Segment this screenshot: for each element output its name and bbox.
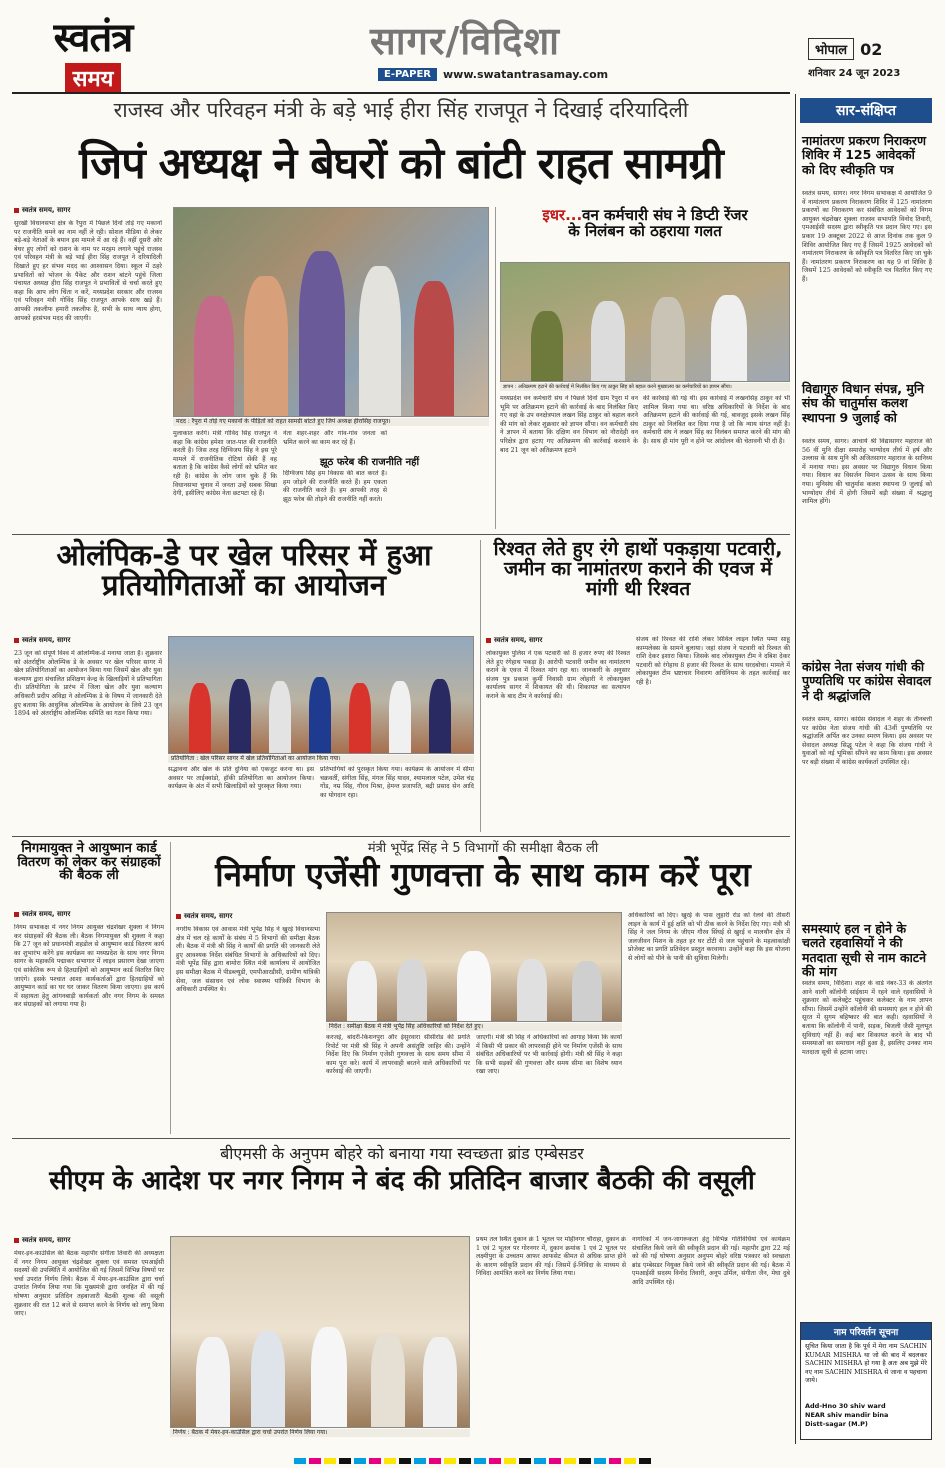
ambassador-headline: सीएम के आदेश पर नगर निगम ने बंद की प्रतिदिन बाजार बैठकी की वसूली [49,1166,755,1196]
city-label: भोपाल [808,38,854,60]
page-info [808,38,928,79]
sidebar-title: सार-संक्षिप्त [800,98,932,123]
sidebar-item-headline-2: कांग्रेस नेता संजय गांधी की पुण्यतिथि पर कांग्रेस सेवादल ने दी श्रद्धांजलि [802,659,932,703]
olympic-byline: स्वतंत्र समय, सागर [14,636,70,645]
bullet-icon [14,208,19,213]
construction-body-2: करजई, बांदरी-किशनपुरा और ईसुरवारा सीसीरोड की प्रगति रिपोर्ट पर मंत्री श्री सिंह ने अपनी असंतुष्टि जाहिर की। उन्होंने निर्देश दिए कि निर्माण एजेंसी गुणवत्ता के साथ समय सीमा में काम पूरा करे। कार्य में लापरवाही बरतने वाले अधिकारियों पर कार्रवाई की जाएगी। [326,1034,470,1076]
section-rule [12,836,790,837]
notice-address-1: Add-Hno 30 shiv ward [805,1402,886,1410]
ambassador-body-2: प्रथम तल स्थित दुकान क्रं 1 भूतल पर मोहीनगर चौराहा, दुकान क्रं 1 एवं 2 भूतल पर गोरनगर में, दुकान क्रमांक 1 एवं 2 भूतल पर लक्ष्मीपुरा के उच्चतम आफर आफसेट कीमत से अधिक प्राप्त होने के कारण स्वीकृति प्रदान की गई। जिसमें ई-निविदा के माध्यम से निविदा आमंत्रित करने का निर्णय लिया गया। [476,1236,626,1278]
construction-caption: निर्देश : समीक्षा बैठक में मंत्री भूपेंद्र सिंह अधिकारियों को निर्देश देते हुए। [326,1023,622,1031]
construction-byline: स्वतंत्र समय, सागर [176,912,232,921]
forest-body-1: मध्यप्रदेश वन कर्मचारी संघ ने पिछले दिनों ग्राम रैपुरा में वन भूमि पर अतिक्रमण हटाने की कार्रवाई के बाद निलंबित किए गए वहां के उप वनक्षेत्रपाल लखन सिंह ठाकुर को बहाल करने की मांग को लेकर शुक्रवार को ज्ञापन सौंपा। वन कर्मचारी संघ ने ज्ञापन में बताया कि दक्षिण वन विभाग को नौरादेही वन परिक्षेत्र द्वारा हटाए गए अतिक्रमण की कार्रवाई करवाने के बाद 21 जून को अतिक्रमण हटाने [500,395,638,454]
col-divider [480,540,481,832]
bribe-body-1: लोकायुक्त पुलिस ने एक पटवारी को 8 हजार रुपए की रिश्वत लेते हुए रंगेहाथ पकड़ा है। आरोपी पटवारी जमीन का नामांतरण कराने के एवज में रिश्वत मांग रहा था। जानकारी के अनुसार संजय पुत्र प्रकाश कुर्मी निवासी ग्राम लोहारी ने लोकायुक्त कार्यालय सागर में शिकायत की थी। शिकायत का सत्यापन कराने के बाद टीम ने कार्रवाई की। [486,650,630,700]
sidebar-item-headline-1: विद्यागुरु विधान संपन्न, मुनि संघ की चातुर्मास कलश स्थापना 9 जुलाई को [802,381,924,425]
lead-body-2: मुलाकात करेंगे। मंत्री गोविंद सिंह राजपूत ने कहा कि कांग्रेस हमेशा जात-पात की राजनीति करती है। जिस तरह दिग्विजय सिंह ने इस पूरे मामले में राजनीतिक रोटियां सेंकी हैं वह बताता है कि कांग्रेस कैसे लोगों को भ्रमित कर रही है। कांग्रेस के लोग जान चुके हैं कि विधानसभा चुनाव में जनता उन्हें सबक सिखा देगी, इसीलिए कांग्रेस नेता छटपटा रहे हैं। [173,430,277,498]
lead-headline: जिपं अध्यक्ष ने बेघरों को बांटी राहत सामग्री [79,139,723,189]
ambassador-byline: स्वतंत्र समय, सागर [14,1236,70,1245]
lead-body-3: नेता शहर-शहर और गांव-गांव जनता को भ्रमित करने का काम कर रहे हैं। [283,430,387,446]
ambassador-body-1: मेयर-इन-काउंसिल की बैठक महापौर संगीता तिवारी की अध्यक्षता में नगर निगम आयुक्त चंद्रशेखर शुक्ला एवं समस्त एमआईसी सदस्यों की उपस्थिति में आयोजित की गई जिसमें विभिन्न विषयों पर चर्चा उपरांत निर्णय लिये। बैठक में मेयर-इन-काउंसिल द्वारा चर्चा उपरांत निर्णय लिया गया कि मुख्यमंत्री द्वारा जनहित में की गई घोषणा अनुसार प्रतिदिन तहबाजारी बैठकी शुल्क की वसूली शुक्रवार की रात 12 बजे से समाप्त करने के निर्णय को लागू किया जाए। [14,1250,164,1318]
forest-photo [500,262,790,382]
olympic-photo [168,636,474,754]
forest-kicker: इधर... [542,206,583,224]
olympic-body-3: प्रतिभागियों को पुरस्कृत किया गया। कार्यक्रम के आयोजन में सीमा चक्रवर्ती, संगीता सिंह, मंगल सिंह यादव, श्यामलाल पटेल, उमेश चंद्र गोंड, नम्र सिंह, गौरव मिश्रा, हेमन्त प्रजापति, बद्री प्रसाद सेन आदि का योगदान रहा। [320,766,474,799]
lead-kicker: राजस्व और परिवहन मंत्री के बड़े भाई हीरा सिंह राजपूत ने दिखाई दरियादिली [113,98,689,122]
ambassador-photo [170,1236,470,1428]
sidebar-item-body-3: स्वतंत्र समय, विदिशा। शहर के वार्ड नंबर-33 के अंतर्गत आने वाली कॉलोनी सांईधाम में रहने वाले रहवासियों ने शुक्रवार को कलेक्ट्रेट पहुंचकर कलेक्टर के नाम ज्ञापन सौंपा। जिसमें उन्होंने कॉलोनी की समस्याएं हल न होने की सूरत में सुगम बहिष्कार की बात कही। रहवासियों ने बताया कि कॉलोनी में पानी, सड़क, बिजली जैसी मूलभूत सुविधाएं नहीं हैं। कई बार शिकायत करने के बाद भी समस्याओं का समाधान नहीं हुआ है, इसलिए उनका नाम मतदाता सूची से हटाया जाए। [802,980,932,1056]
construction-headline: निर्माण एजेंसी गुणवत्ता के साथ काम करें पूरा [215,855,751,894]
notice-body: सूचित किया जाता है कि पूर्व में मेरा नाम SACHIN KUMAR MISHRA था जो की बाद में बदलकर SACHIN MISHRA हो गया है अतः अब मुझे मेरे नए नाम SACHIN MISHRA से जाना व पहचाना जाये। [805,1343,927,1385]
website-link[interactable]: www.swatantrasamay.com [443,68,609,81]
olympic-body-2: सद्भावना और खेल के प्रति दुनिया को एकजुट करना था। इस अवसर पर ताईक्वांडो, हॉकी प्रतियोगिता का आयोजन किया। कार्यक्रम के अंत में सभी खिलाड़ियों को पुरस्कृत किया गया। [168,766,314,791]
col-divider [170,842,171,1134]
edition-title: सागर/विदिशा [370,19,561,63]
lead-subhead: झूठ फरेब की राजनीति नहीं [320,457,420,468]
page-number: 02 [860,39,883,59]
bribe-byline: स्वतंत्र समय, सागर [486,636,542,645]
bullet-icon [486,638,491,643]
bullet-icon [14,912,19,917]
construction-kicker: मंत्री भूपेंद्र सिंह ने 5 विभागों की समीक्षा बैठक ली [367,841,599,856]
construction-photo [326,912,622,1022]
epaper-bar [378,68,608,81]
olympic-caption: प्रतियोगिता : खेल परिसर सागर में खेल प्रतियोगिताओं का आयोजन किया गया। [168,755,474,763]
ayushman-headline: निगमायुक्त ने आयुष्मान कार्ड वितरण को लेकर कर संग्राहकों की बैठक ली [17,841,161,884]
ayushman-byline: स्वतंत्र समय, सागर [14,910,70,919]
logo-top: स्वतंत्र [53,15,133,61]
printer-color-bar [0,1458,945,1464]
lead-byline: स्वतंत्र समय, सागर [14,206,70,215]
notice-address-2: NEAR shiv mandir bina [805,1411,889,1419]
notice-address-3: Distt-sagar (M.P) [805,1420,868,1428]
bribe-headline: रिश्वत लेते हुए रंगे हाथों पकड़ाया पटवारी, जमीन का नामांतरण कराने की एवज में मांगी थी रिश्वत [493,538,783,600]
lead-caption: मदद : रैपुरा में तोड़े गए मकानों के पीड़ितों को राहत सामग्री बांटते हुए जिपं अध्यक्ष हीरासिंह राजपूत। [173,418,489,426]
section-rule [12,1138,790,1139]
olympic-headline: ओलंपिक-डे पर खेल परिसर में हुआ प्रतियोगिताओं का आयोजन [56,538,432,603]
forest-body-2: की कार्रवाई की गई थी। इस कार्रवाई में लखनसिंह ठाकुर को भी शामिल किया गया था। वरिष्ठ अधिकारियों के निर्देश के बाद अतिक्रमण हटाने की कार्रवाई की गई, बावजूद इसके लखन सिंह ठाकुर को निलंबित कर दिया गया है जो कि न्याय संगत नहीं है। कर्मचारी संघ ने लखन सिंह का निलंबन समाप्त करने की मांग की है। साथ ही मांग पूरी न होने पर आंदोलन की चेतावनी भी दी है। [643,395,790,445]
construction-body-1: नगरीय विकास एवं आवास मंत्री भूपेंद्र सिंह ने खुरई विधानसभा क्षेत्र में चल रहे कार्यों के संबंध में 5 विभागों की समीक्षा बैठक ली। बैठक में मंत्री श्री सिंह ने कार्यों की प्रगति की जानकारी लेते हुए आवश्यक निर्देश संबंधित विभागों के अधिकारियों को दिए। मंत्री भूपेंद्र सिंह द्वारा बामोरा स्थित मंत्री कार्यालय में आयोजित इस समीक्षा बैठक में पीडब्ल्यूडी, एमपीआरडीसी, ग्रामीण यांत्रिकी सेवा, जल संसाधन एवं लोक स्वास्थ्य यांत्रिकी विभाग के अधिकारी उपस्थित थे। [176,926,320,994]
col-divider [495,207,496,529]
forest-caption: ज्ञापन : अतिक्रमण हटाने की कार्रवाई में निलंबित किए गए ठाकुर सिंह को बहाल करने मुख्यालय का कर्मचारियों का ज्ञापन सौंपा। [500,383,790,391]
masthead [0,0,945,92]
ambassador-body-3: नागरिकों में जन-जागरूकता हेतु विभिन्न गतिविधियां एवं कार्यक्रम संचालित किये जाने की स्वीकृति प्रदान की गई। महापौर द्वारा 22 मई को की गई घोषणा अनुसार अनुपम बोहरे वरिष्ठ पत्रकार को स्वच्छता ब्रांड एम्बेसडर नियुक्त किये जाने की स्वीकृति प्रदान की गई। बैठक में एमआईसी सदस्य विनोद तिवारी, अनूप उर्मिल, संगीता जैन, मेघा दुबे आदि उपस्थित रहे। [632,1236,790,1286]
ambassador-kicker: बीएमसी के अनुपम बोहरे को बनाया गया स्वच्छता ब्रांड एम्बेसडर [220,1144,584,1163]
lead-photo [173,207,489,417]
sidebar-item-body-0: स्वतंत्र समय, सागर। नगर निगम सभाकक्ष में आयोजित 9 वें नामांतरण प्रकरण निराकरण शिविर में 125 नामांतरण प्रकरणों का निराकरण कर संबंधित आवेदकों को निगम आयुक्त चंद्रशेखर शुक्ला राजस्व सभापति विनोद तिवारी, एमआईसी सदस्य द्वारा स्वीकृति पत्र प्रदान किए गए। इस प्रकार 19 अक्टूबर 2022 से आज दिनांक तक कुल 9 शिविर आयोजित किए गए हैं जिसमें 1925 आवेदकों को नामांतरण निराकरण के स्वीकृति पत्र वितरित किए जा चुके हैं। नामांतरण प्रकरण निराकरण का यह 9 वां शिविर है जिसमें 125 आवेदकों को स्वीकृति पत्र वितरित किए गए हैं। [802,190,932,283]
sidebar-item-body-1: स्वतंत्र समय, सागर। आचार्य श्री विद्यासागर महाराज की 56 वीं मुनि दीक्षा समारोह भाग्योदय तीर्थ में हर्ष और उल्लास के साथ मुनि श्री अजितसागर महाराज के सानिध्य में मनाया गया। इस अवसर पर विद्यागुरु विधान किया गया। विधान का विसर्जन विमान उत्सव के साथ किया गया। मुनिसंघ की चातुर्मास कलश स्थापना 9 जुलाई को भाग्योदय तीर्थ में होगी जिसमें बड़ी संख्या में श्रद्धालु शामिल होंगे। [802,438,932,506]
ambassador-caption: निर्णय : बैठक में मेयर-इन-काउंसिल द्वारा चर्चा उपरांत निर्णय लिया गया। [170,1429,470,1437]
sidebar-item-headline-3: समस्याएं हल न होने के चलते रहवासियों ने की मतदाता सूची से नाम काटने की मांग [802,921,927,980]
sidebar-item-body-2: स्वतंत्र समय, सागर। कांग्रेस सेवादल ने शहर के तीनबत्ती पर कांग्रेस नेता संजय गांधी की 43वीं पुण्यतिथि पर श्रद्धांजलि अर्पित कर उनका स्मरण किया। इस अवसर पर सेवादल अध्यक्ष सिद्धू पटेल ने कहा कि संजय गांधी ने युवाओं को नई भूमिका सौंपने का काम किया। इस अवसर पर बड़ी संख्या में कांग्रेस कार्यकर्ता उपस्थित रहे। [802,716,932,766]
bullet-icon [176,914,181,919]
construction-body-4: अधिकारियों को दिए। खुरई के पास लुहारी रोड को रेलवे की तीसरी लाइन के कार्य में हुई क्षति को भी ठीक करने के निर्देश दिए गए। मंत्री श्री सिंह ने जल निगम के जीएम गौरव सिंघई से खुरई व मालथौन क्षेत्र में जलजीवन मिशन के तहत हर घर टोंटी से जल पहुंचाने के महत्वाकांक्षी प्रोजेक्ट का प्रगति प्रतिवेदन प्रस्तुत करवाया। उन्होंने कहा कि इस योजना से लोगों को पीने के पानी की सुविधा मिलेगी। [628,912,790,962]
logo-bottom: समय [65,63,122,93]
bribe-body-2: संजय को रिश्वत की राशि लेकर सिविल लाइन स्थित पम्मा साहू काम्पलेक्स के सामने बुलाया। जहां संजय ने पटवारी को रिश्वत की राशि देकर इशारा किया। जिसके बाद लोकायुक्त टीम ने दबिश देकर पटवारी को रंगेहाथ 8 हजार की रिश्वत के साथ धरदबोचा। मामले में लोकायुक्त टीम भ्रष्टाचार निवारण अधिनियम के तहत कार्रवाई कर रही है। [636,636,790,686]
notice-title: नाम परिवर्तन सूचना [801,1323,931,1340]
lead-body-1: सुरखी विधानसभा क्षेत्र के रैपुरा में पिछले दिनों तोड़े गए मकानों पर राजनीति थमने का नाम नहीं ले रही। सोशल मीडिया से लेकर बड़े-बड़े नेताओं के बयान इस मामले में आ रहे हैं। वहीं दूसरी ओर बेघर हुए लोगों को राशन के नाम पर मरहम लगाने पहुंचे राजस्व एवं परिवहन मंत्री के बड़े भाई हीरा सिंह राजपूत ने दरियादिली दिखाते हुए हर संभव मदद का आश्वासन दिया। स्कूल में ठहरे प्रभावितों को भोजन के पैकेट और राशन बांटने पहुंचे जिला पंचायत अध्यक्ष हीरा सिंह राजपूत ने प्रभावितों से चर्चा करते हुए कहा कि आप लोग चिंता न करें, मध्यप्रदेश सरकार और राजस्व एवं परिवहन मंत्री गोविंद सिंह राजपूत आपके साथ खड़े हैं। आपकी तकलीफ हमारी तकलीफ है, सभी के साथ न्याय होगा, आपको हरसंभव मदद की जाएगी। [14,220,162,322]
masthead-rule [12,92,790,94]
forest-headline: इधर...वन कर्मचारी संघ ने डिप्टी रेंजर के निलंबन को ठहराया गलत [542,206,748,240]
lead-body-4: दिग्विजय सिंह हम विकास की बात करते हैं। हम जोड़ने की राजनीति करते हैं। हम एकता की राजनीति करते हैं। हम आपकी तरह से झूठ फरेब की तोड़ने की राजनीति नहीं करते। [283,470,387,503]
construction-body-3: जाएगी। मंत्री श्री सिंह ने अधिकारियों को आगाह किया कि कार्यों में किसी भी प्रकार की लापरवाही होने पर निर्माण एजेंसी के साथ संबंधित अधिकारियों पर भी कार्रवाई होगी। मंत्री श्री सिंह ने कहा कि सभी सड़कों की गुणवत्ता और समय सीमा का विशेष ध्यान रखा जाए। [476,1034,622,1076]
issue-date: शनिवार 24 जून 2023 [808,68,901,79]
logo [28,8,158,93]
olympic-body-1: 23 जून को संपूर्ण विश्व में ओलम्पिक-डे मनाया जाता है। शुक्रवार को अंतर्राष्ट्रीय ओलम्पिक डे के अवसर पर खेल परिसर सागर में खेल प्रतियोगिताओं का आयोजन किया गया जिसमें खेल और युवा कल्याण द्वारा संचालित प्रशिक्षण केन्द्र के खिलाड़ियों ने प्रतिभागिता दी। प्रतियोगिता के प्रारंभ में जिला खेल और युवा कल्याण अधिकारी प्रदीप अविद्रा ने ओलम्पिक डे के विषय में जानकारी देते हुए बताया कि आधुनिक ओलम्पिक के आयोजन के लिये 23 जून 1894 को अंतर्राष्ट्रीय ओलम्पिक समिति का गठन किया गया। [14,650,162,718]
sidebar-item-headline-0: नामांतरण प्रकरण निराकरण शिविर में 125 आवेदकों को दिए स्वीकृति पत्र [802,133,927,177]
ayushman-body: निगम सभाकक्ष में नगर निगम आयुक्त चंद्रशेखर शुक्ला ने निगम कर संग्राहकों की बैठक ली। बैठक निगमायुक्त श्री शुक्ला ने कहा कि 27 जून को प्रधानमंत्री शहडोल से आयुष्मान कार्ड वितरण कार्य का शुभारंभ करेंगे इस कार्यक्रम का मध्यप्रदेश के साथ नगर निगम सागर के महाकवि पद्माकर सभागार में लाइव प्रसारण देखा जाएगा एवं सांकेतिक रूप से हितग्राहियों को आयुष्मान कार्ड वितरित किए जाएंगे। इसके पश्चात आशा कार्यकर्ताओं द्वारा हितग्राहियों को आयुष्मान कार्ड का घर घर जाकर वितरण किया जाएगा। इस कार्य में सहायता हेतु आंगनबाड़ी कार्यकर्ता और नगर निगम के समस्त कर संग्राहकों को लगाया गया है। [14,924,164,1009]
notice-box [800,1322,932,1440]
bullet-icon [14,1238,19,1243]
sidebar-divider [795,94,796,1444]
section-rule [12,534,790,535]
epaper-label: E-PAPER [378,68,437,81]
bullet-icon [14,638,19,643]
